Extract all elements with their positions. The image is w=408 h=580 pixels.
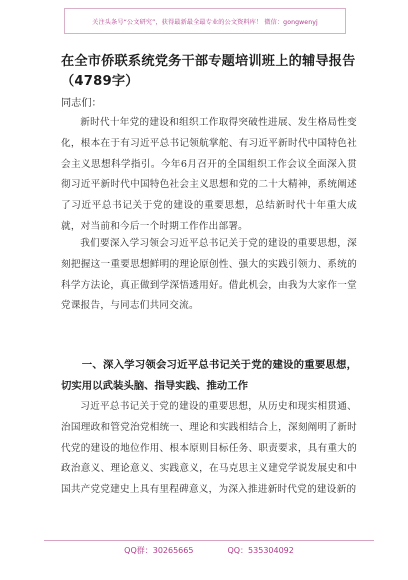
section-paragraph: 习近平总书记关于党的建设的重要思想，从历史和现实相贯通、治国理政和管党治党相统一、理论和实践相结合上，深刻阐明了新时代党的建设的地位作用、根本原则目标任务、职责要求，具有重大的政治意义、理论意义、实践意义，在马克思主义建党学说发展史和中国共产党党建史上具有里程碑意义，为深入推进新时代党的建设新的 — [61, 401, 357, 496]
footer-qq: QQ：535304092 — [227, 546, 294, 555]
document-title: 在全市侨联系统党务干部专题培训班上的辅导报告（4789字） — [61, 54, 356, 89]
page-footer — [44, 540, 374, 556]
promo-banner-text: 关注头条号“公文研究”，获得最新最全最专业的公文资料库！ 微信：gongwenyj — [92, 18, 318, 26]
salutation: 同志们： — [61, 98, 102, 109]
footer-qq-group: QQ群：30265665 — [124, 546, 194, 555]
promo-banner — [64, 8, 346, 34]
section-heading: 一、深入学习领会习近平总书记关于党的建设的重要思想，切实用以武装头脑、指导实践、推动工作 — [61, 359, 357, 392]
body-paragraph: 新时代十年党的建设和组织工作取得突破性进展、发生格局性变化，根本在于有习近平总书记领航掌舵、有习近平新时代中国特色社会主义思想科学指引。今年6月召开的全国组织工作会议全面深入贯彻习近平新时代中国特色社会主义思想和党的二十大精神，系统阐述了习近平总书记关于党的建设的重要思想，总结新时代十年重大成就，对当前和今后一个时期工作作出部署。 — [61, 117, 357, 232]
body-paragraph: 我们要深入学习领会习近平总书记关于党的建设的重要思想，深刻把握这一重要思想鲜明的理论原创性、强大的实践引领力、系统的科学方法论，真正做到学深悟透用好。借此机会，由我为大家作一堂党课报告，与同志们共同交流。 — [61, 238, 357, 312]
